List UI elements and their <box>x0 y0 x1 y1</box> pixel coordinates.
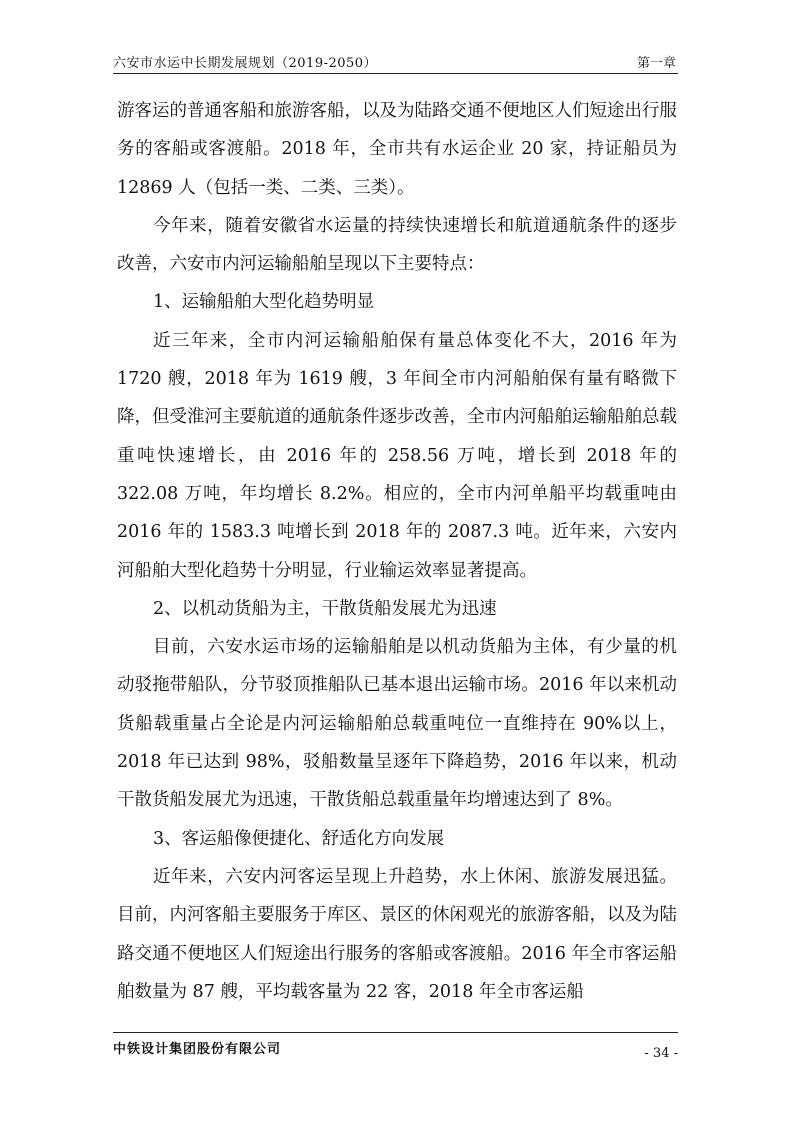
page-footer <box>113 1032 678 1072</box>
page-header <box>113 50 678 72</box>
header-rule <box>113 73 678 74</box>
paragraph-passenger-ships: 近年来，六安内河客运呈现上升趋势，水上休闲、旅游发展迅猛。目前，内河客船主要服务于库区、景区的休闲观光的旅游客船，以及为陆路交通不便地区人们短途出行服务的客船或客渡船。2016 年全市客运船舶数量为 87 艘，平均载客量为 22 客，2018 年全市客运船 <box>117 866 677 1002</box>
paragraph-ship-size: 近三年来，全市内河运输船舶保有量总体变化不大，2016 年为 1720 艘，2018 年为 1619 艘，3 年间全市内河船舶保有量有略微下降，但受淮河主要航道的通航条件逐步改善，全市内河船舶运输船舶总载重吨快速增长，由 2016 年的 258.56 万吨，增长到 2018 年的 322.08 万吨，年均增长 8.2%。相应的，全市内河单船平均载重吨由 2016 年的 1583.3 吨增长到 2018 年的 2087.3 吨。近年来，六安内河船舶大型化趋势十分明显，行业输运效率显著提高。 <box>117 330 677 581</box>
document-title: 六安市水运中长期发展规划（2019-2050） <box>113 56 378 71</box>
paragraph-continuation: 游客运的普通客船和旅游客船，以及为陆路交通不便地区人们短途出行服务的客船或客渡船。2018 年，全市共有水运企业 20 家，持证船员为 12869 人（包括一类、二类、三类）。 <box>117 101 677 198</box>
page-number: - 34 - <box>644 1046 678 1061</box>
company-name: 中铁设计集团股份有限公司 <box>113 1042 282 1057</box>
body-text <box>117 92 677 1011</box>
section-heading-2: 2、以机动货船为主，干散货船发展尤为迅速 <box>153 598 497 619</box>
section-heading-1: 1、运输船舶大型化趋势明显 <box>153 292 375 313</box>
footer-rule <box>113 1032 678 1033</box>
chapter-label: 第一章 <box>636 56 676 71</box>
paragraph-cargo-ships: 目前，六安水运市场的运输船舶是以机动货船为主体，有少量的机动驳拖带船队，分节驳顶推船队已基本退出运输市场。2016 年以来机动货船载重量占全论是内河运输船舶总载重吨位一直维持在 90%以上，2018 年已达到 98%，驳船数量呈逐年下降趋势，2016 年以来，机动干散货船发展尤为迅速，干散货船总载重量年均增速达到了 8%。 <box>117 637 677 811</box>
paragraph-intro: 今年来，随着安徽省水运量的持续快速增长和航道通航条件的逐步改善，六安市内河运输船舶呈现以下主要特点： <box>117 215 677 275</box>
section-heading-3: 3、客运船像便捷化、舒适化方向发展 <box>153 828 445 849</box>
